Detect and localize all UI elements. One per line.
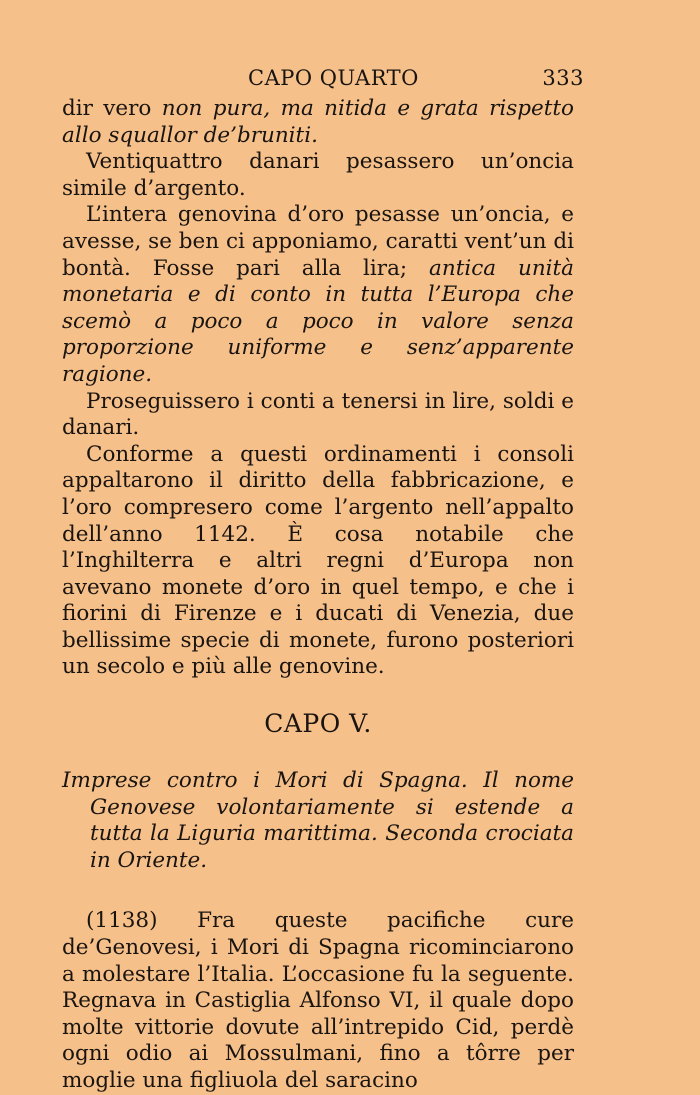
paragraph-2-text: Ventiquattro danari pesassero un’oncia simile d’argento. [62, 149, 574, 201]
paragraph-1-italic: non pura, ma nitida e grata rispetto allo squallor de’bruniti. [62, 96, 574, 148]
chapter-summary: Imprese contro i Mori di Spagna. Il nome Genovese volontariamente si estende a tutta la Liguria marittima. Seconda crociata in Oriente. [62, 768, 574, 873]
paragraph-3 [62, 202, 574, 388]
paragraph-2 [62, 149, 574, 202]
paragraph-4 [62, 389, 574, 442]
page-number: 333 [542, 66, 584, 90]
paragraph-3-text: L’intera genovina d’oro pesasse un’oncia, e avesse, se ben ci apponiamo, caratti vent’un di bontà. Fosse pari alla lira; [62, 202, 574, 281]
paragraph-1-text: dir vero [62, 96, 162, 121]
paragraph-5-text: Conforme a questi ordinamenti i consoli appaltarono il diritto della fabbricazione, e l’oro compresero come l’argento nell’appalto dell’anno 1142. È cosa notabile che l’Inghilterra e altri regni d’Europa non avevano monete d’oro in quel tempo, e che i fiorini di Firenze e i ducati di Venezia, due bellissime specie di monete, furono posteriori un secolo e più alle genovine. [62, 441, 574, 680]
chapter-heading: CAPO V. [264, 709, 372, 739]
paragraph-5 [62, 442, 574, 681]
body-text [62, 96, 574, 681]
paragraph-3-italic: antica unità monetaria e di conto in tutta l’Europa che scemò a poco a poco in valore senza proporzione uniforme e senz’apparente ragione. [62, 255, 574, 387]
running-title: CAPO QUARTO [248, 66, 419, 90]
paragraph-1 [62, 96, 574, 149]
paragraph-4-text: Proseguissero i conti a tenersi in lire, soldi e danari. [62, 388, 574, 441]
final-paragraph: (1138) Fra queste pacifiche cure de’Genovesi, i Mori di Spagna ricominciarono a molestare l’Italia. L’occasione fu la seguente. Regnava in Castiglia Alfonso VI, il quale dopo molte vittorie dovute all’intrepido Cid, perdè ogni odio ai Mossulmani, fino a tôrre per moglie una figliuola del saracino [62, 908, 574, 1093]
running-header [62, 62, 584, 96]
spacer [62, 874, 574, 908]
